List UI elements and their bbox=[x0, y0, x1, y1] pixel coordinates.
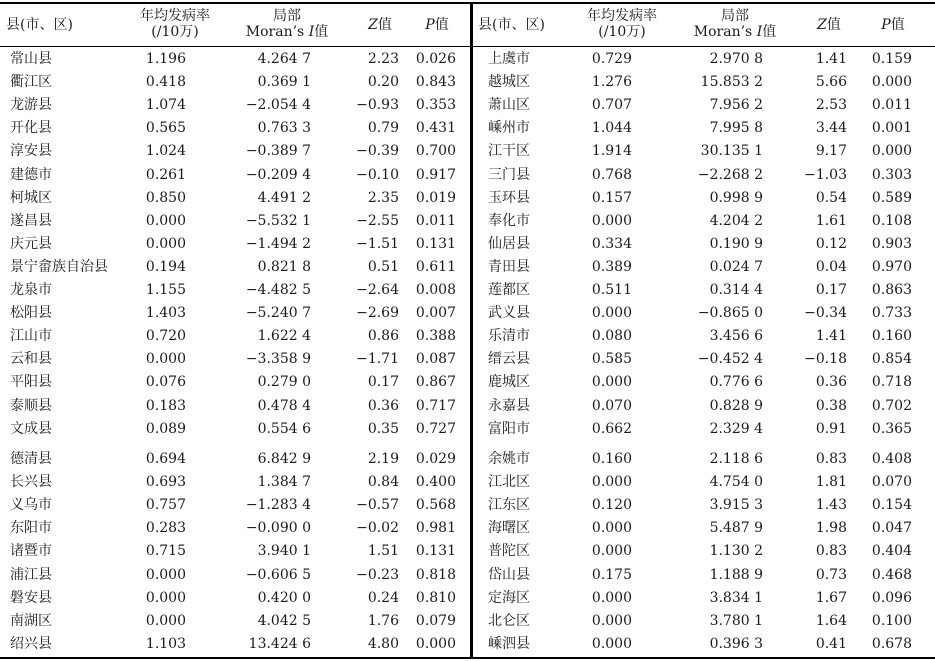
cell-county: 莲都区 bbox=[488, 282, 530, 298]
cell-rate: 1.155 bbox=[145, 282, 186, 298]
cell-p: 0.468 bbox=[871, 566, 912, 583]
cell-moran: −2.054 4 bbox=[245, 97, 311, 114]
cell-z: 1.41 bbox=[815, 328, 847, 345]
cell-p: 0.026 bbox=[415, 51, 456, 67]
cell-county: 建德市 bbox=[10, 166, 52, 183]
cell-p: 0.568 bbox=[415, 497, 456, 514]
cell-county: 常山县 bbox=[10, 51, 52, 67]
cell-moran: 4.491 2 bbox=[257, 189, 311, 206]
cell-moran: 0.821 8 bbox=[257, 258, 311, 275]
header-rate-right bbox=[572, 8, 672, 40]
cell-rate: 1.276 bbox=[591, 74, 632, 91]
cell-p: 0.070 bbox=[871, 474, 912, 491]
cell-county: 衢江区 bbox=[10, 74, 52, 91]
cell-moran: 3.834 1 bbox=[709, 589, 763, 606]
cell-moran: 0.828 9 bbox=[709, 397, 763, 414]
cell-z: 1.61 bbox=[815, 212, 847, 229]
cell-z: 0.86 bbox=[367, 328, 399, 345]
cell-county: 余姚市 bbox=[488, 451, 530, 467]
cell-rate: 0.000 bbox=[591, 374, 632, 391]
cell-county: 三门县 bbox=[488, 166, 530, 183]
cell-p: 0.000 bbox=[871, 74, 912, 91]
cell-moran: 3.940 1 bbox=[257, 543, 311, 560]
cell-p: 0.702 bbox=[871, 397, 912, 414]
cell-rate: 1.403 bbox=[145, 305, 186, 322]
cell-county: 上虞市 bbox=[488, 51, 530, 67]
header-county-left: 县(市、区) bbox=[6, 17, 73, 33]
cell-p: 0.096 bbox=[871, 589, 912, 606]
cell-rate: 0.000 bbox=[145, 566, 186, 583]
cell-moran: 13.424 6 bbox=[248, 635, 311, 652]
header-moran-pre: Moran’s bbox=[693, 24, 757, 40]
cell-z: 1.98 bbox=[815, 520, 847, 537]
cell-z: 0.35 bbox=[367, 420, 399, 437]
cell-rate: 0.000 bbox=[591, 520, 632, 537]
cell-moran: −5.532 1 bbox=[245, 212, 311, 229]
cell-moran: 1.130 2 bbox=[709, 543, 763, 560]
cell-moran: −0.606 5 bbox=[245, 566, 311, 583]
cell-moran: 1.188 9 bbox=[709, 566, 763, 583]
cell-p: 0.903 bbox=[871, 235, 912, 252]
header-moran-post: 值 bbox=[762, 24, 777, 40]
cell-county: 义乌市 bbox=[10, 497, 52, 514]
cell-moran: 1.384 7 bbox=[257, 474, 311, 491]
cell-county: 东阳市 bbox=[10, 520, 52, 537]
cell-rate: 0.000 bbox=[591, 589, 632, 606]
cell-moran: 0.396 3 bbox=[709, 635, 763, 652]
cell-z: 0.83 bbox=[815, 451, 847, 467]
header-rate-left bbox=[125, 8, 225, 40]
header-moran-right bbox=[680, 8, 790, 40]
header-p-italic: P bbox=[425, 17, 435, 33]
cell-z: 1.76 bbox=[367, 612, 399, 629]
header-z-right bbox=[804, 17, 854, 33]
cell-moran: 0.190 9 bbox=[709, 235, 763, 252]
cell-county: 北仑区 bbox=[488, 612, 530, 629]
cell-z: 2.19 bbox=[367, 451, 399, 467]
cell-moran: 0.369 1 bbox=[257, 74, 311, 91]
cell-county: 奉化市 bbox=[488, 212, 530, 229]
cell-p: 0.154 bbox=[871, 497, 912, 514]
cell-z: 0.73 bbox=[815, 566, 847, 583]
header-rate-line2: (/10万) bbox=[598, 24, 646, 40]
cell-p: 0.863 bbox=[871, 282, 912, 298]
header-z-italic: Z bbox=[817, 17, 827, 33]
cell-rate: 0.000 bbox=[145, 351, 186, 368]
cell-z: 1.43 bbox=[815, 497, 847, 514]
cell-county: 龙游县 bbox=[10, 97, 52, 114]
cell-moran: 0.763 3 bbox=[257, 120, 311, 137]
cell-moran: −3.358 9 bbox=[245, 351, 311, 368]
cell-moran: −0.209 4 bbox=[245, 166, 311, 183]
header-p-post: 值 bbox=[434, 17, 449, 33]
cell-county: 江东区 bbox=[488, 497, 530, 514]
cell-county: 乐清市 bbox=[488, 328, 530, 345]
cell-moran: 1.622 4 bbox=[257, 328, 311, 345]
cell-county: 文成县 bbox=[10, 420, 52, 437]
cell-p: 0.079 bbox=[415, 612, 456, 629]
cell-rate: 0.334 bbox=[591, 235, 632, 252]
cell-p: 0.678 bbox=[871, 635, 912, 652]
cell-z: 0.24 bbox=[367, 589, 399, 606]
cell-z: 2.53 bbox=[815, 97, 847, 114]
cell-county: 开化县 bbox=[10, 120, 52, 137]
column-group-divider bbox=[470, 3, 473, 658]
cell-z: 0.79 bbox=[367, 120, 399, 137]
cell-moran: 2.970 8 bbox=[709, 51, 763, 67]
cell-rate: 0.175 bbox=[591, 566, 632, 583]
cell-county: 德清县 bbox=[10, 451, 52, 467]
cell-county: 磐安县 bbox=[10, 589, 52, 606]
cell-moran: −4.482 5 bbox=[245, 282, 311, 298]
cell-z: 0.38 bbox=[815, 397, 847, 414]
cell-p: 0.810 bbox=[415, 589, 456, 606]
cell-p: 0.431 bbox=[415, 120, 456, 137]
cell-p: 0.353 bbox=[415, 97, 456, 114]
cell-z: 1.41 bbox=[815, 51, 847, 67]
cell-rate: 0.194 bbox=[145, 258, 186, 275]
cell-p: 0.007 bbox=[415, 305, 456, 322]
cell-rate: 0.160 bbox=[591, 451, 632, 467]
cell-moran: −0.389 7 bbox=[245, 143, 311, 160]
cell-county: 绍兴县 bbox=[10, 635, 52, 652]
cell-rate: 0.070 bbox=[591, 397, 632, 414]
cell-p: 0.611 bbox=[415, 258, 456, 275]
cell-rate: 0.157 bbox=[591, 189, 632, 206]
cell-rate: 0.000 bbox=[145, 212, 186, 229]
cell-county: 鹿城区 bbox=[488, 374, 530, 391]
cell-z: −0.93 bbox=[356, 97, 399, 114]
header-p-left bbox=[412, 17, 462, 33]
header-moran-line2 bbox=[232, 24, 342, 40]
cell-moran: 6.842 9 bbox=[257, 451, 311, 467]
header-z-left bbox=[355, 17, 405, 33]
cell-z: −0.10 bbox=[356, 166, 399, 183]
header-moran-line1: 局部 bbox=[273, 8, 301, 24]
cell-county: 嵊州市 bbox=[488, 120, 530, 137]
cell-county: 岱山县 bbox=[488, 566, 530, 583]
cell-p: 0.365 bbox=[871, 420, 912, 437]
cell-county: 庆元县 bbox=[10, 235, 52, 252]
cell-county: 富阳市 bbox=[488, 420, 530, 437]
cell-p: 0.160 bbox=[871, 328, 912, 345]
cell-p: 0.047 bbox=[871, 520, 912, 537]
table-bottom-rule bbox=[0, 657, 935, 659]
cell-z: 0.54 bbox=[815, 189, 847, 206]
cell-rate: 0.000 bbox=[591, 474, 632, 491]
cell-rate: 0.120 bbox=[591, 497, 632, 514]
header-moran-line1: 局部 bbox=[721, 8, 749, 24]
cell-rate: 0.261 bbox=[145, 166, 186, 183]
cell-rate: 0.000 bbox=[145, 612, 186, 629]
cell-rate: 0.080 bbox=[591, 328, 632, 345]
cell-moran: 4.754 0 bbox=[709, 474, 763, 491]
cell-rate: 0.768 bbox=[591, 166, 632, 183]
cell-county: 诸暨市 bbox=[10, 543, 52, 560]
cell-z: 0.12 bbox=[815, 235, 847, 252]
cell-p: 0.970 bbox=[871, 258, 912, 275]
cell-moran: 15.853 2 bbox=[700, 74, 763, 91]
cell-moran: 0.478 4 bbox=[257, 397, 311, 414]
cell-p: 0.131 bbox=[415, 543, 456, 560]
cell-moran: −1.494 2 bbox=[245, 235, 311, 252]
cell-z: 9.17 bbox=[815, 143, 847, 160]
cell-rate: 1.914 bbox=[591, 143, 632, 160]
cell-county: 淳安县 bbox=[10, 143, 52, 160]
cell-p: 0.001 bbox=[871, 120, 912, 137]
cell-rate: 0.511 bbox=[591, 282, 632, 298]
header-moran-pre: Moran’s bbox=[245, 24, 309, 40]
cell-county: 越城区 bbox=[488, 74, 530, 91]
cell-rate: 0.715 bbox=[145, 543, 186, 560]
cell-moran: −5.240 7 bbox=[245, 305, 311, 322]
cell-county: 浦江县 bbox=[10, 566, 52, 583]
cell-p: 0.700 bbox=[415, 143, 456, 160]
cell-z: 0.36 bbox=[815, 374, 847, 391]
cell-z: 0.17 bbox=[367, 374, 399, 391]
cell-moran: 0.279 0 bbox=[257, 374, 311, 391]
cell-rate: 0.418 bbox=[145, 74, 186, 91]
cell-rate: 0.000 bbox=[145, 235, 186, 252]
cell-county: 缙云县 bbox=[488, 351, 530, 368]
cell-z: 0.41 bbox=[815, 635, 847, 652]
cell-rate: 0.720 bbox=[145, 328, 186, 345]
cell-rate: 1.103 bbox=[145, 635, 186, 652]
header-moran-line2 bbox=[680, 24, 790, 40]
cell-z: 4.80 bbox=[367, 635, 399, 652]
cell-moran: −0.090 0 bbox=[245, 520, 311, 537]
cell-moran: 0.314 4 bbox=[709, 282, 763, 298]
cell-county: 嵊泗县 bbox=[488, 635, 530, 652]
cell-moran: 0.420 0 bbox=[257, 589, 311, 606]
cell-z: 0.51 bbox=[367, 258, 399, 275]
cell-p: 0.000 bbox=[871, 143, 912, 160]
cell-moran: −0.452 4 bbox=[697, 351, 763, 368]
header-z-post: 值 bbox=[377, 17, 392, 33]
cell-p: 0.388 bbox=[415, 328, 456, 345]
cell-rate: 0.089 bbox=[145, 420, 186, 437]
cell-moran: 7.956 2 bbox=[709, 97, 763, 114]
cell-z: 2.23 bbox=[367, 51, 399, 67]
cell-p: 0.589 bbox=[871, 189, 912, 206]
cell-moran: 0.024 7 bbox=[709, 258, 763, 275]
cell-p: 0.108 bbox=[871, 212, 912, 229]
cell-moran: 4.042 5 bbox=[257, 612, 311, 629]
cell-county: 江干区 bbox=[488, 143, 530, 160]
cell-p: 0.981 bbox=[415, 520, 456, 537]
cell-rate: 0.707 bbox=[591, 97, 632, 114]
cell-rate: 1.196 bbox=[145, 51, 186, 67]
header-county-right: 县(市、区) bbox=[478, 17, 545, 33]
cell-z: 0.04 bbox=[815, 258, 847, 275]
cell-rate: 0.183 bbox=[145, 397, 186, 414]
cell-z: −0.34 bbox=[804, 305, 847, 322]
header-moran-left bbox=[232, 8, 342, 40]
cell-p: 0.733 bbox=[871, 305, 912, 322]
cell-z: 0.91 bbox=[815, 420, 847, 437]
cell-rate: 0.389 bbox=[591, 258, 632, 275]
cell-county: 玉环县 bbox=[488, 189, 530, 206]
cell-county: 永嘉县 bbox=[488, 397, 530, 414]
cell-z: −0.57 bbox=[356, 497, 399, 514]
cell-rate: 0.757 bbox=[145, 497, 186, 514]
cell-county: 定海区 bbox=[488, 589, 530, 606]
cell-z: −1.51 bbox=[356, 235, 399, 252]
cell-p: 0.019 bbox=[415, 189, 456, 206]
cell-rate: 0.000 bbox=[591, 635, 632, 652]
cell-county: 泰顺县 bbox=[10, 397, 52, 414]
cell-moran: 5.487 9 bbox=[709, 520, 763, 537]
cell-p: 0.011 bbox=[871, 97, 912, 114]
header-rate-line2: (/10万) bbox=[151, 24, 199, 40]
cell-p: 0.867 bbox=[415, 374, 456, 391]
cell-county: 遂昌县 bbox=[10, 212, 52, 229]
cell-z: −2.69 bbox=[356, 305, 399, 322]
cell-rate: 0.850 bbox=[145, 189, 186, 206]
cell-moran: 4.264 7 bbox=[257, 51, 311, 67]
cell-rate: 0.662 bbox=[591, 420, 632, 437]
cell-rate: 1.074 bbox=[145, 97, 186, 114]
cell-moran: −2.268 2 bbox=[697, 166, 763, 183]
cell-moran: 3.780 1 bbox=[709, 612, 763, 629]
cell-z: 1.51 bbox=[367, 543, 399, 560]
header-rate-line1: 年均发病率 bbox=[140, 8, 210, 24]
cell-p: 0.400 bbox=[415, 474, 456, 491]
cell-p: 0.087 bbox=[415, 351, 456, 368]
cell-rate: 0.000 bbox=[591, 612, 632, 629]
header-p-italic: P bbox=[881, 17, 891, 33]
cell-z: −1.71 bbox=[356, 351, 399, 368]
cell-county: 普陀区 bbox=[488, 543, 530, 560]
cell-moran: 0.998 9 bbox=[709, 189, 763, 206]
cell-moran: 30.135 1 bbox=[700, 143, 763, 160]
cell-rate: 0.585 bbox=[591, 351, 632, 368]
cell-z: 1.64 bbox=[815, 612, 847, 629]
cell-rate: 0.283 bbox=[145, 520, 186, 537]
cell-p: 0.000 bbox=[415, 635, 456, 652]
cell-p: 0.008 bbox=[415, 282, 456, 298]
cell-rate: 0.000 bbox=[591, 212, 632, 229]
cell-county: 海曙区 bbox=[488, 520, 530, 537]
cell-rate: 0.000 bbox=[591, 305, 632, 322]
cell-rate: 1.044 bbox=[591, 120, 632, 137]
cell-p: 0.404 bbox=[871, 543, 912, 560]
cell-rate: 0.565 bbox=[145, 120, 186, 137]
cell-z: 3.44 bbox=[815, 120, 847, 137]
cell-z: 2.35 bbox=[367, 189, 399, 206]
cell-rate: 1.024 bbox=[145, 143, 186, 160]
cell-p: 0.854 bbox=[871, 351, 912, 368]
cell-county: 景宁畲族自治县 bbox=[10, 258, 108, 275]
header-rate-line1: 年均发病率 bbox=[587, 8, 657, 24]
cell-county: 江北区 bbox=[488, 474, 530, 491]
cell-county: 龙泉市 bbox=[10, 282, 52, 298]
header-moran-italic: I bbox=[308, 24, 315, 40]
cell-z: −1.03 bbox=[804, 166, 847, 183]
header-p-post: 值 bbox=[890, 17, 905, 33]
cell-county: 武义县 bbox=[488, 305, 530, 322]
cell-z: 0.36 bbox=[367, 397, 399, 414]
cell-moran: 7.995 8 bbox=[709, 120, 763, 137]
cell-p: 0.717 bbox=[415, 397, 456, 414]
cell-moran: 4.204 2 bbox=[709, 212, 763, 229]
cell-p: 0.159 bbox=[871, 51, 912, 67]
cell-z: 0.20 bbox=[367, 74, 399, 91]
header-p-right bbox=[868, 17, 918, 33]
cell-p: 0.100 bbox=[871, 612, 912, 629]
cell-county: 南湖区 bbox=[10, 612, 52, 629]
cell-moran: 3.456 6 bbox=[709, 328, 763, 345]
cell-z: −2.55 bbox=[356, 212, 399, 229]
cell-p: 0.408 bbox=[871, 451, 912, 467]
cell-z: −2.64 bbox=[356, 282, 399, 298]
cell-z: 5.66 bbox=[815, 74, 847, 91]
cell-p: 0.131 bbox=[415, 235, 456, 252]
cell-county: 柯城区 bbox=[10, 189, 52, 206]
cell-rate: 0.000 bbox=[145, 589, 186, 606]
cell-p: 0.818 bbox=[415, 566, 456, 583]
cell-rate: 0.694 bbox=[145, 451, 186, 467]
cell-z: 0.84 bbox=[367, 474, 399, 491]
cell-rate: 0.076 bbox=[145, 374, 186, 391]
cell-p: 0.029 bbox=[415, 451, 456, 467]
cell-z: 0.83 bbox=[815, 543, 847, 560]
cell-county: 江山市 bbox=[10, 328, 52, 345]
cell-moran: −1.283 4 bbox=[245, 497, 311, 514]
cell-z: −0.23 bbox=[356, 566, 399, 583]
cell-p: 0.303 bbox=[871, 166, 912, 183]
cell-p: 0.011 bbox=[415, 212, 456, 229]
cell-county: 平阳县 bbox=[10, 374, 52, 391]
cell-p: 0.727 bbox=[415, 420, 456, 437]
cell-moran: 0.776 6 bbox=[709, 374, 763, 391]
cell-county: 云和县 bbox=[10, 351, 52, 368]
table-top-rule bbox=[0, 2, 935, 4]
cell-county: 仙居县 bbox=[488, 235, 530, 252]
header-z-italic: Z bbox=[368, 17, 378, 33]
cell-moran: 2.118 6 bbox=[709, 451, 763, 467]
cell-county: 松阳县 bbox=[10, 305, 52, 322]
cell-z: −0.18 bbox=[804, 351, 847, 368]
cell-z: −0.02 bbox=[356, 520, 399, 537]
cell-p: 0.843 bbox=[415, 74, 456, 91]
header-moran-italic: I bbox=[756, 24, 763, 40]
cell-county: 长兴县 bbox=[10, 474, 52, 491]
cell-moran: 3.915 3 bbox=[709, 497, 763, 514]
cell-rate: 0.693 bbox=[145, 474, 186, 491]
cell-moran: 0.554 6 bbox=[257, 420, 311, 437]
cell-rate: 0.729 bbox=[591, 51, 632, 67]
cell-z: 0.17 bbox=[815, 282, 847, 298]
cell-z: 1.67 bbox=[815, 589, 847, 606]
cell-rate: 0.000 bbox=[591, 543, 632, 560]
cell-county: 萧山区 bbox=[488, 97, 530, 114]
cell-p: 0.718 bbox=[871, 374, 912, 391]
cell-p: 0.917 bbox=[415, 166, 456, 183]
cell-z: −0.39 bbox=[356, 143, 399, 160]
cell-z: 1.81 bbox=[815, 474, 847, 491]
cell-moran: −0.865 0 bbox=[697, 305, 763, 322]
table-header-rule bbox=[0, 46, 935, 47]
header-z-post: 值 bbox=[826, 17, 841, 33]
cell-county: 青田县 bbox=[488, 258, 530, 275]
cell-moran: 2.329 4 bbox=[709, 420, 763, 437]
header-moran-post: 值 bbox=[314, 24, 329, 40]
